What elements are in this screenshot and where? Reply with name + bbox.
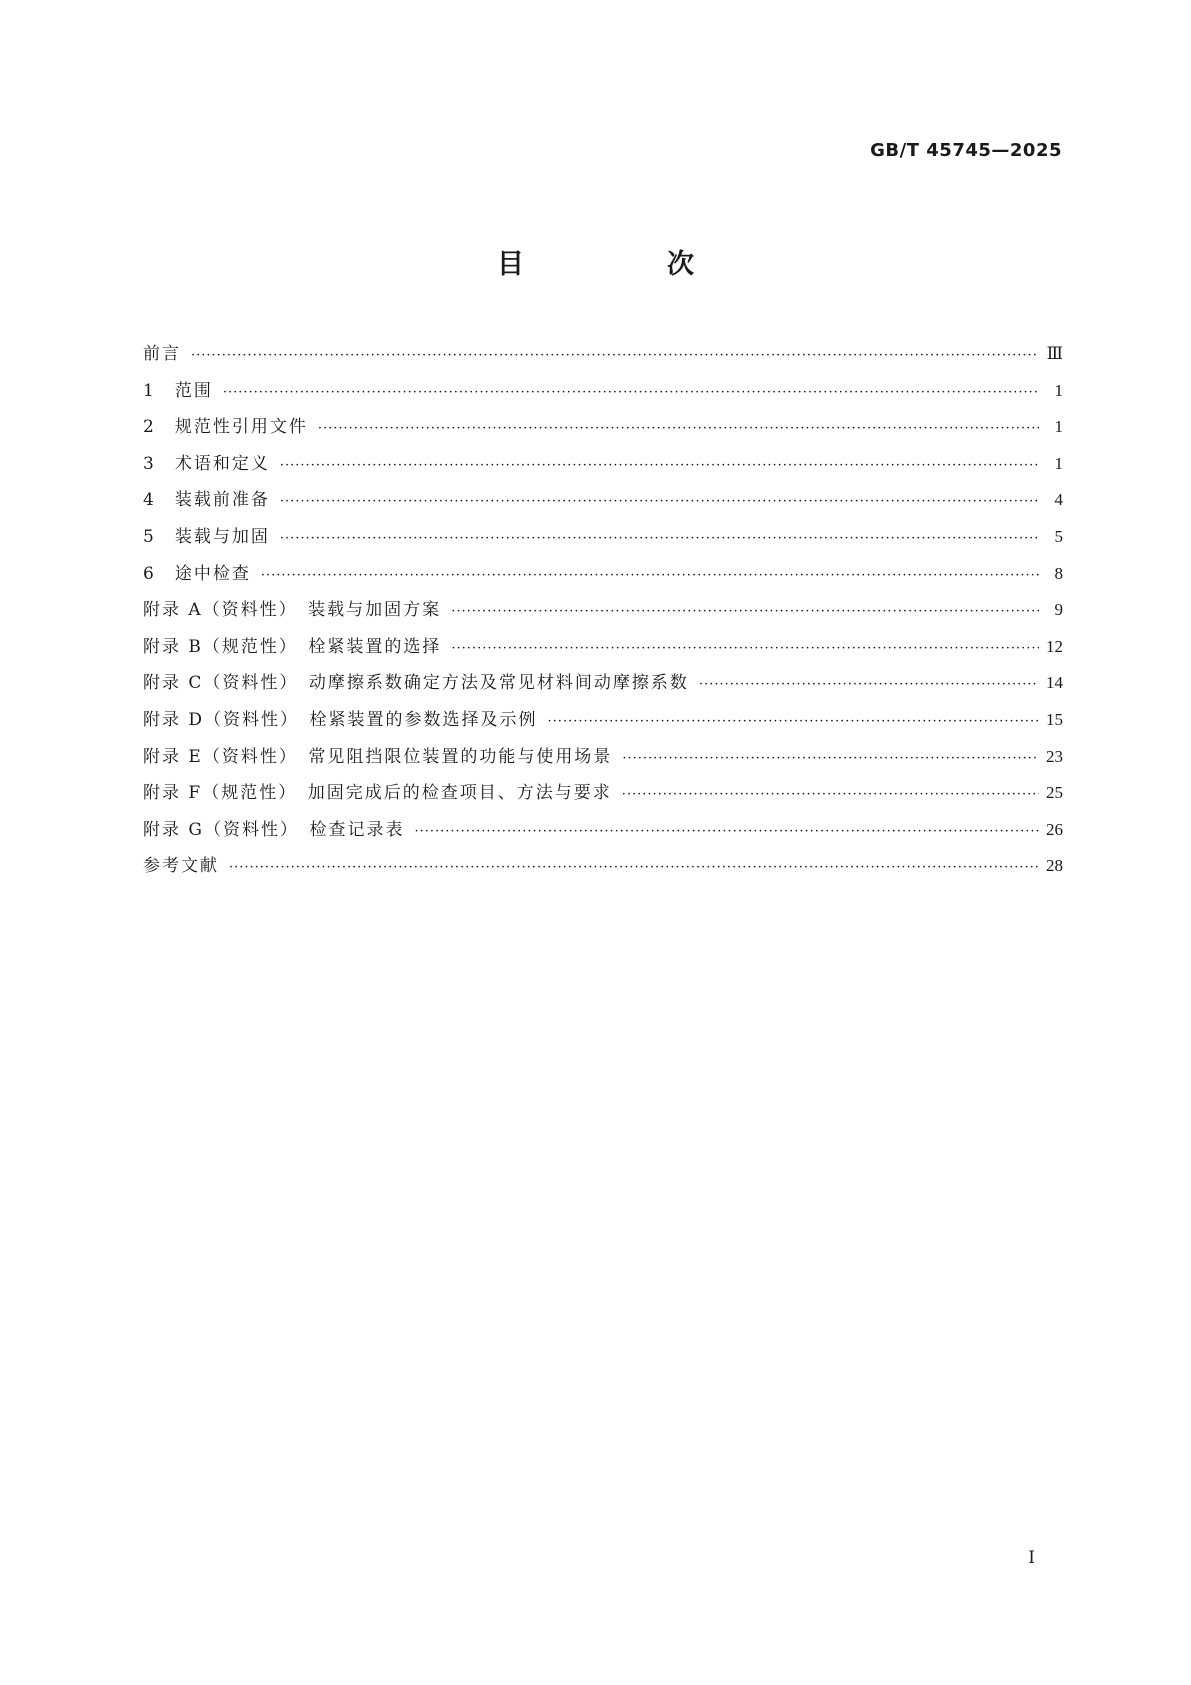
- toc-item-scope[interactable]: [143, 373, 1063, 410]
- toc-item-bibliography[interactable]: [143, 848, 1063, 885]
- toc-item-page: 9: [1054, 600, 1063, 620]
- toc-item-page: 28: [1046, 856, 1063, 876]
- toc-leader-dots: [191, 338, 1039, 375]
- toc-item-page: 23: [1046, 746, 1063, 766]
- toc-item-label: 附录 B（规范性） 栓紧装置的选择: [143, 636, 442, 657]
- toc-item-page: 1: [1054, 453, 1063, 473]
- toc-item-label: 3 术语和定义: [143, 453, 270, 474]
- toc-item-annex-f[interactable]: [143, 775, 1063, 812]
- toc-item-annex-a[interactable]: [143, 592, 1063, 629]
- toc-item-annex-b[interactable]: [143, 629, 1063, 666]
- toc-item-label: 前言: [143, 344, 181, 364]
- toc-item-annex-e[interactable]: [143, 739, 1063, 776]
- toc-item-label: 2 规范性引用文件: [143, 417, 308, 438]
- toc-item-page: 8: [1054, 563, 1063, 583]
- toc-leader-dots: [280, 484, 1039, 521]
- page-title: 目 次: [497, 249, 752, 280]
- toc-item-page: 4: [1054, 490, 1063, 510]
- toc-item-page: 14: [1046, 673, 1063, 693]
- toc-item-loading-securing[interactable]: [143, 519, 1063, 556]
- page-number: Ⅰ: [1028, 1548, 1035, 1567]
- toc-item-page: 1: [1054, 380, 1063, 400]
- toc-leader-dots: [451, 631, 1039, 668]
- toc-item-terms-definitions[interactable]: [143, 446, 1063, 483]
- toc-leader-dots: [229, 850, 1039, 887]
- toc-item-page: Ⅲ: [1046, 344, 1063, 363]
- toc-item-label: 附录 A（资料性） 装载与加固方案: [143, 600, 442, 621]
- toc-item-page: 26: [1046, 819, 1063, 839]
- toc-item-page: 5: [1054, 526, 1063, 546]
- toc-item-label: 附录 C（资料性） 动摩擦系数确定方法及常见材料间动摩擦系数: [143, 673, 689, 694]
- toc-item-annex-c[interactable]: [143, 665, 1063, 702]
- toc-leader-dots: [261, 558, 1039, 595]
- toc-item-page: 1: [1054, 417, 1063, 437]
- toc-leader-dots: [414, 814, 1039, 851]
- toc-item-label: 4 装载前准备: [143, 490, 270, 511]
- toc-item-preparation[interactable]: [143, 482, 1063, 519]
- toc-item-label: 5 装载与加固: [143, 526, 270, 547]
- toc-leader-dots: [622, 741, 1039, 778]
- toc-item-foreword[interactable]: [143, 336, 1063, 373]
- toc-item-label: 1 范围: [143, 380, 213, 401]
- table-of-contents: [143, 336, 1063, 885]
- toc-item-page: 12: [1046, 636, 1063, 656]
- toc-leader-dots: [318, 411, 1039, 448]
- toc-item-inspection[interactable]: [143, 556, 1063, 593]
- toc-leader-dots: [280, 521, 1039, 558]
- toc-leader-dots: [548, 704, 1039, 741]
- standard-number: GB/T 45745—2025: [870, 140, 1062, 161]
- toc-item-annex-g[interactable]: [143, 812, 1063, 849]
- toc-leader-dots: [451, 594, 1039, 631]
- toc-item-label: 附录 D（资料性） 栓紧装置的参数选择及示例: [143, 709, 538, 730]
- toc-leader-dots: [280, 448, 1039, 485]
- toc-item-label: 附录 F（规范性） 加固完成后的检查项目、方法与要求: [143, 783, 612, 804]
- toc-item-page: 15: [1046, 709, 1063, 729]
- toc-item-label: 参考文献: [143, 856, 219, 877]
- toc-leader-dots: [223, 375, 1039, 412]
- toc-item-page: 25: [1046, 783, 1063, 803]
- toc-item-label: 附录 E（资料性） 常见阻挡限位装置的功能与使用场景: [143, 746, 613, 767]
- toc-item-label: 6 途中检查: [143, 563, 251, 584]
- toc-item-label: 附录 G（资料性） 检查记录表: [143, 819, 405, 840]
- toc-leader-dots: [622, 777, 1039, 814]
- toc-item-annex-d[interactable]: [143, 702, 1063, 739]
- toc-item-normative-references[interactable]: [143, 409, 1063, 446]
- toc-leader-dots: [699, 667, 1039, 704]
